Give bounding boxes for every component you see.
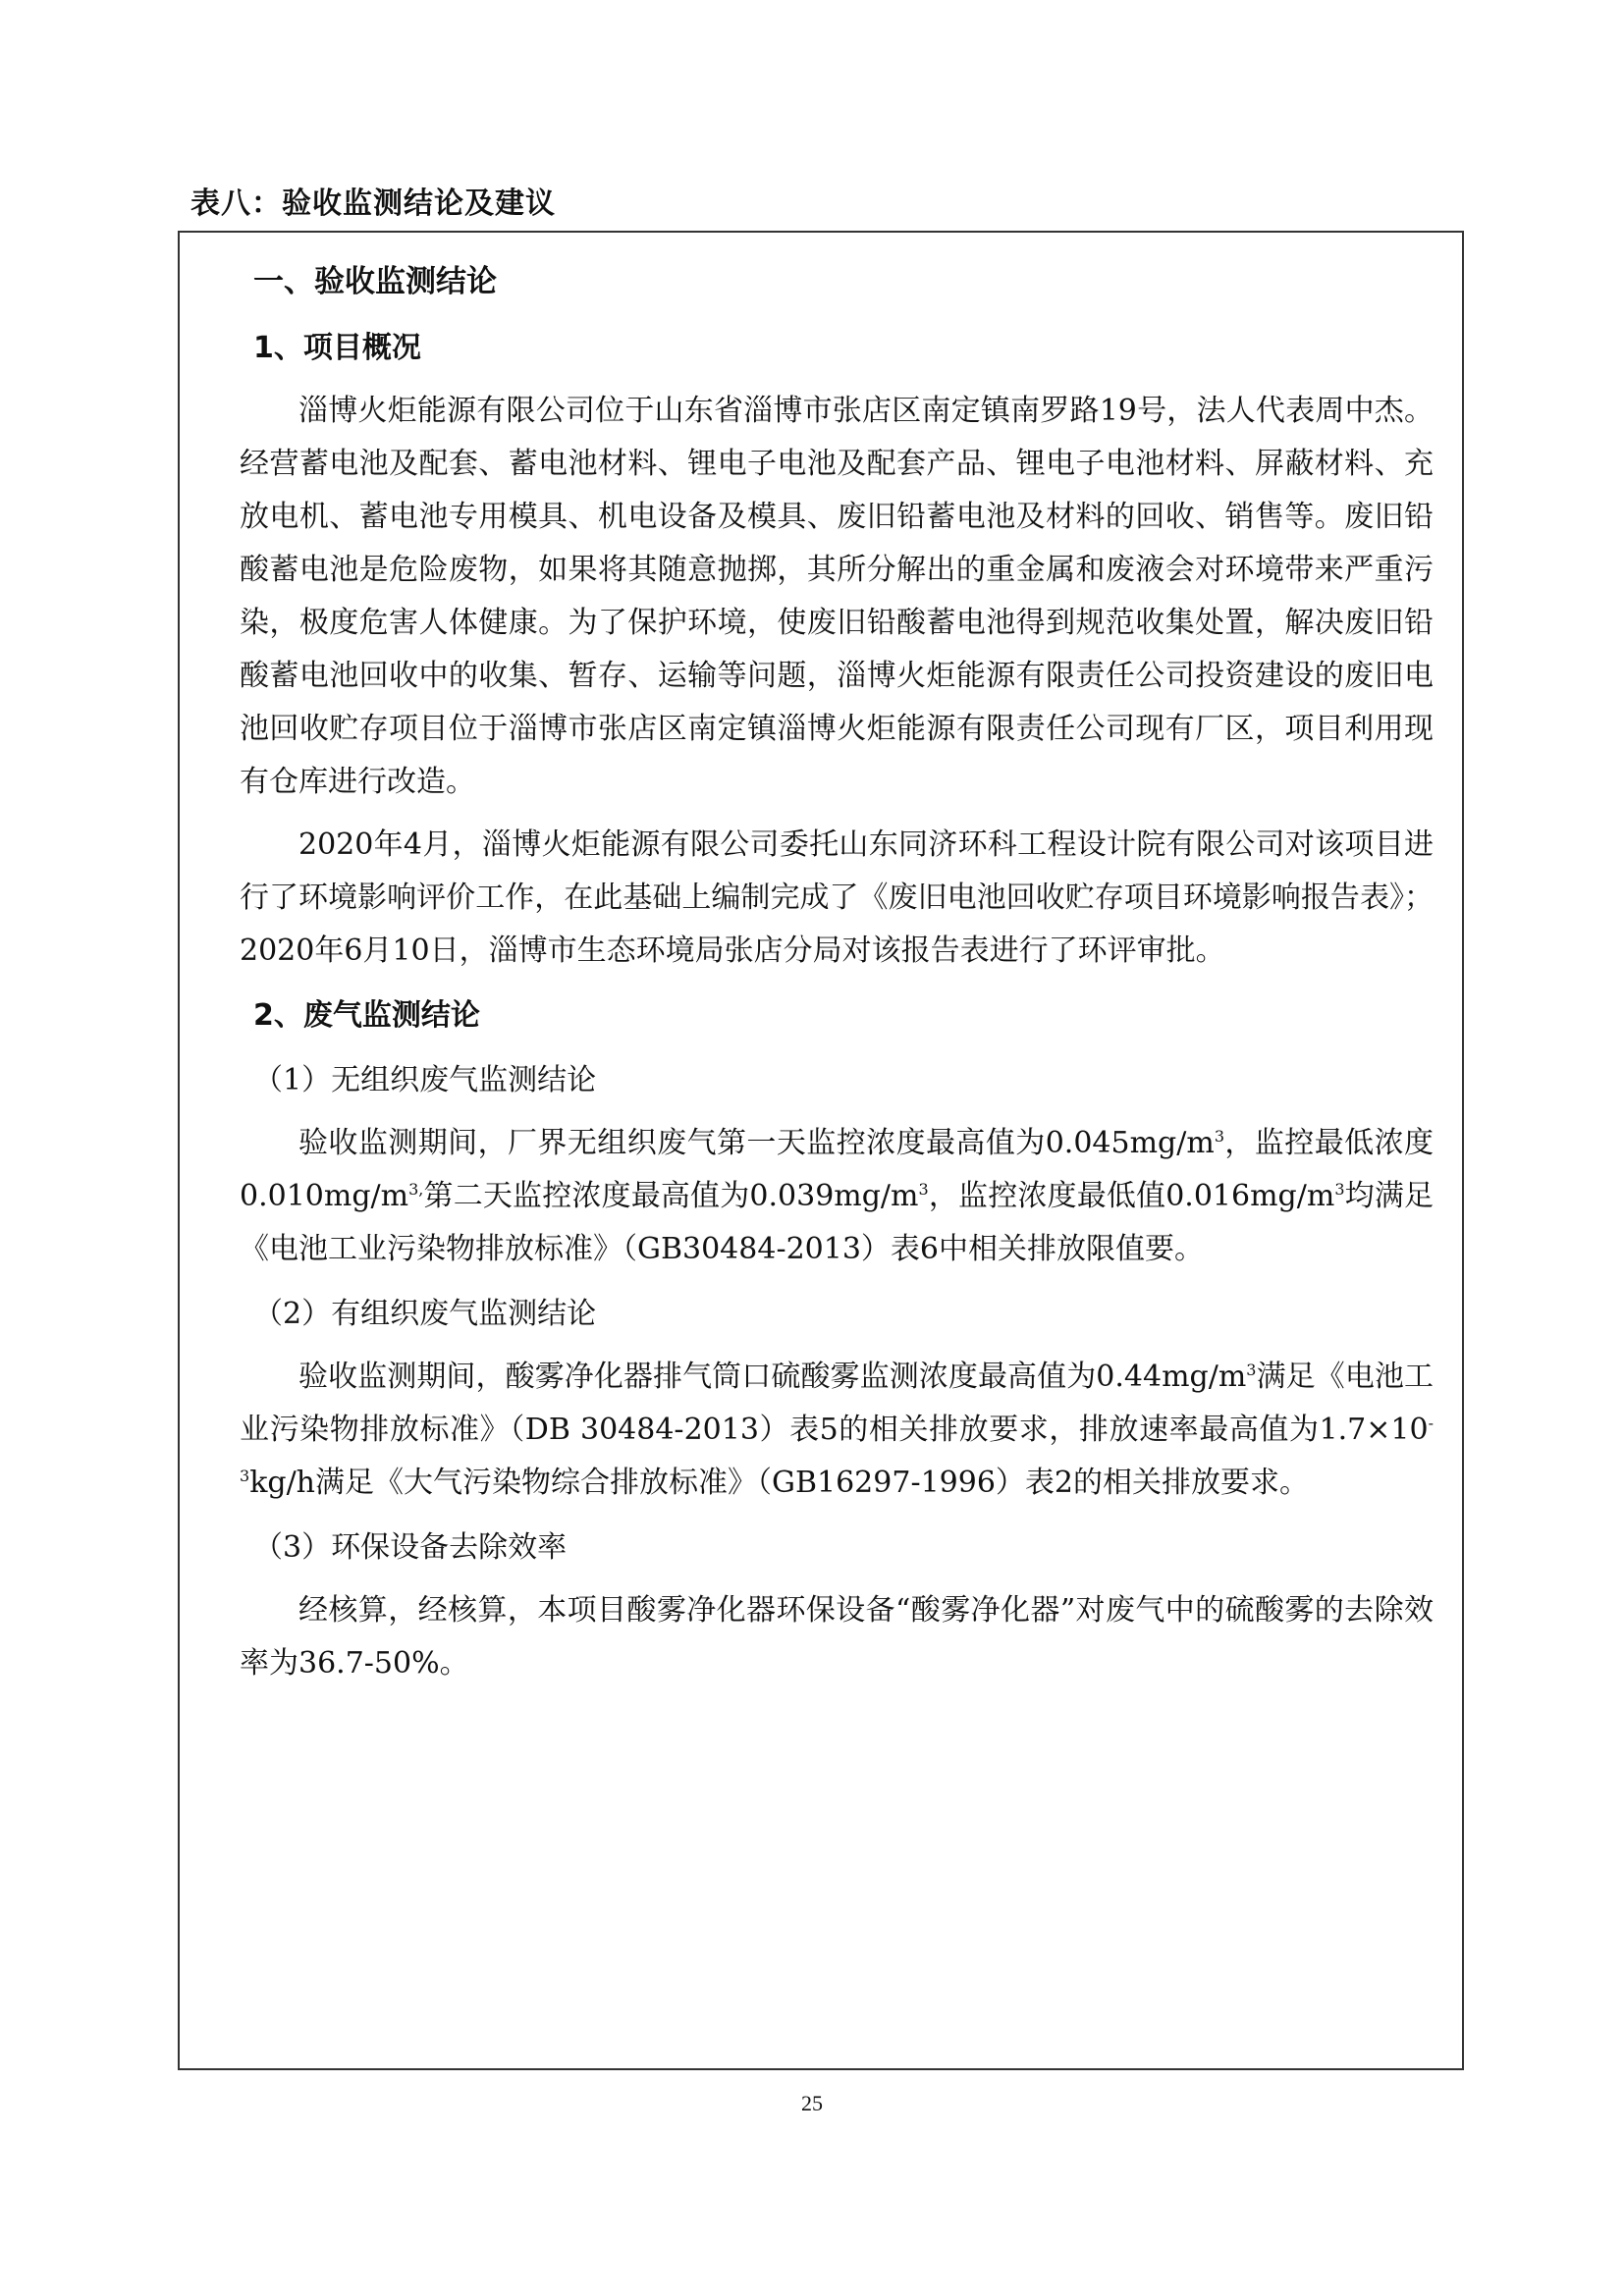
page-number: 25	[801, 2091, 823, 2115]
superscript: 3	[918, 1180, 929, 1199]
organized-gas-paragraph	[187, 1351, 1434, 1510]
fugitive-gas-heading: （1）无组织废气监测结论	[253, 1063, 597, 1097]
fugitive-text-1: 验收监测期间，厂界无组织废气第一天监控浓度最高值为0.045mg/m	[298, 1126, 1215, 1160]
project-overview-heading: 1、项目概况	[253, 331, 421, 365]
organized-text-2: 满足《电池工业污染物排放标准》（DB 30484-2013）表5的相关排放要求，排放速率最高值为1.7×10	[240, 1360, 1434, 1447]
organized-gas-heading: （2）有组织废气监测结论	[253, 1297, 597, 1331]
conclusion-content	[240, 247, 1453, 1700]
organized-text-1: 验收监测期间，酸雾净化器排气筒口硫酸雾监测浓度最高值为0.44mg/m	[298, 1360, 1247, 1394]
fugitive-text-2: ，监控最低浓度0.010mg/m	[240, 1126, 1435, 1213]
removal-efficiency-paragraph: 经核算，经核算，本项目酸雾净化器环保设备“酸雾净化器”对废气中的硫酸雾的去除效率为36.7-50%。	[240, 1593, 1434, 1681]
superscript: 3	[1214, 1127, 1224, 1146]
superscript: 3,	[408, 1180, 424, 1199]
section-heading: 一、验收监测结论	[253, 264, 497, 299]
organized-text-3: kg/h满足《大气污染物综合排放标准》（GB16297-1996）表2的相关排放要求。	[249, 1466, 1310, 1500]
eia-history-paragraph: 2020年4月，淄博火炬能源有限公司委托山东同济环科工程设计院有限公司对该项目进行了环境影响评价工作，在此基础上编制完成了《废旧电池回收贮存项目环境影响报告表》；2020年6月10日，淄博市生态环境局张店分局对该报告表进行了环评审批。	[240, 828, 1434, 968]
exhaust-gas-heading: 2、废气监测结论	[253, 998, 480, 1033]
fugitive-text-5: 均满足《电池工业污染物排放标准》（GB30484-2013）表6中相关排放限值要。	[240, 1179, 1435, 1266]
fugitive-gas-paragraph	[187, 1117, 1434, 1276]
fugitive-text-4: ，监控浓度最低值0.016mg/m	[928, 1179, 1335, 1213]
superscript: -3	[240, 1414, 1434, 1485]
removal-efficiency-heading: （3）环保设备去除效率	[253, 1530, 568, 1565]
project-overview-paragraph: 淄博火炬能源有限公司位于山东省淄博市张店区南定镇南罗路19号，法人代表周中杰。经营蓄电池及配套、蓄电池材料、锂电子电池及配套产品、锂电子电池材料、屏蔽材料、充放电机、蓄电池专用模具、机电设备及模具、废旧铅蓄电池及材料的回收、销售等。废旧铅酸蓄电池是危险废物，如果将其随意抛掷，其所分解出的重金属和废液会对环境带来严重污染，极度危害人体健康。为了保护环境，使废旧铅酸蓄电池得到规范收集处置，解决废旧铅酸蓄电池回收中的收集、暂存、运输等问题，淄博火炬能源有限责任公司投资建设的废旧电池回收贮存项目位于淄博市张店区南定镇淄博火炬能源有限责任公司现有厂区，项目利用现有仓库进行改造。	[240, 394, 1434, 799]
superscript: 3	[1246, 1361, 1257, 1379]
table-title: 表八：验收监测结论及建议	[190, 187, 556, 221]
superscript: 3	[1334, 1180, 1345, 1199]
fugitive-text-3: 第二天监控浓度最高值为0.039mg/m	[423, 1179, 919, 1213]
